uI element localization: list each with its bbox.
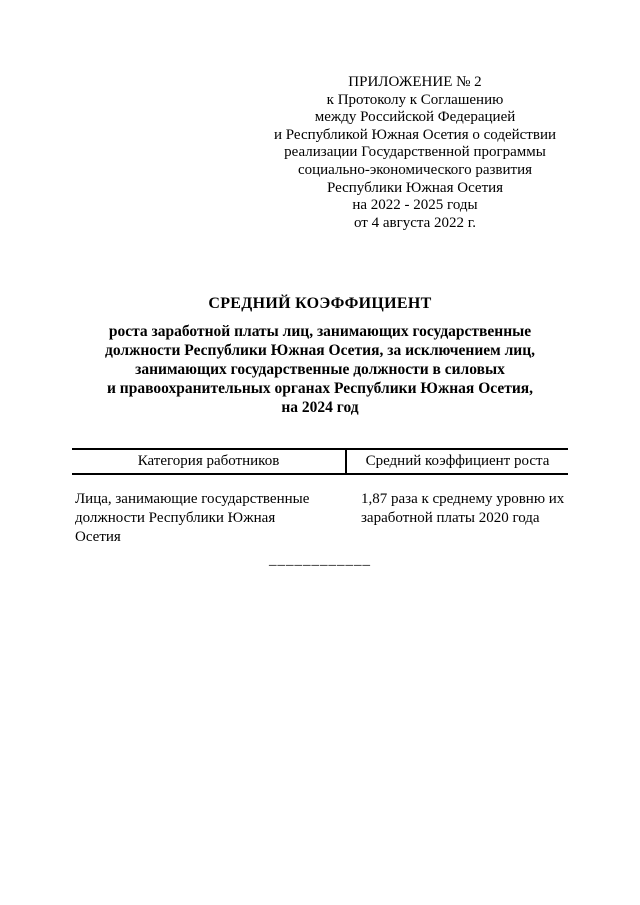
table-header-row	[72, 448, 568, 475]
document-subtitle	[40, 322, 600, 417]
appendix-line: и Республикой Южная Осетия о содействии	[273, 126, 557, 143]
title-block	[40, 294, 600, 417]
appendix-line: социально-экономического развития	[297, 161, 533, 178]
separator-line: ____________	[269, 552, 371, 568]
table-header-category: Категория работников	[137, 453, 280, 469]
appendix-line: Республики Южная Осетия	[326, 179, 504, 196]
appendix-line: от 4 августа 2022 г.	[353, 214, 476, 231]
appendix-line: к Протоколу к Соглашению	[326, 91, 504, 108]
table-row	[72, 475, 568, 547]
appendix-line: ПРИЛОЖЕНИЕ № 2	[348, 74, 482, 90]
subtitle-line: должности Республики Южная Осетия, за исключением лиц,	[105, 342, 535, 359]
table-header-coefficient: Средний коэффициент роста	[345, 450, 568, 473]
coefficient-table	[72, 448, 568, 547]
appendix-line: реализации Государственной программы	[284, 144, 546, 161]
document-title: СРЕДНИЙ КОЭФФИЦИЕНТ	[208, 295, 432, 312]
subtitle-line: и правоохранительных органах Республики Южная Осетия,	[106, 380, 534, 397]
table-cell-category: Лица, занимающие государственные должности Республики Южная Осетия	[75, 491, 310, 545]
subtitle-line: на 2024 год	[281, 399, 359, 416]
appendix-line: на 2022 - 2025 годы	[352, 197, 478, 214]
subtitle-line: занимающих государственные должности в силовых	[135, 361, 505, 378]
appendix-line: между Российской Федерацией	[314, 109, 516, 126]
subtitle-line: роста заработной платы лиц, занимающих государственные	[108, 323, 532, 340]
appendix-block	[252, 74, 578, 232]
table-cell-coefficient: 1,87 раза к среднему уровню их заработной платы 2020 года	[361, 491, 565, 526]
